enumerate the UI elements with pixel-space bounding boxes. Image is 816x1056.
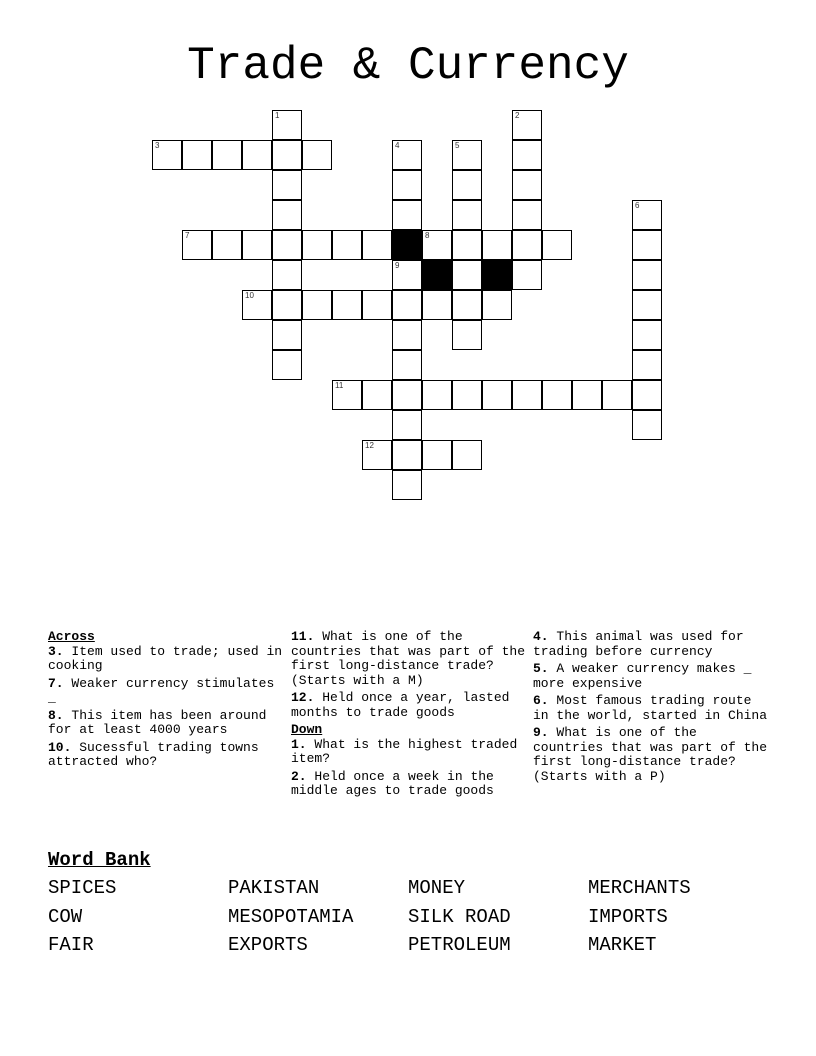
word-bank-title: Word Bank — [48, 849, 151, 871]
grid-cell[interactable] — [572, 380, 602, 410]
grid-cell[interactable] — [422, 440, 452, 470]
grid-cell[interactable] — [272, 290, 302, 320]
grid-cell[interactable] — [212, 230, 242, 260]
clue-text: Sucessful trading towns attracted who? — [48, 739, 259, 769]
clue-text: Item used to trade; used in cooking — [48, 643, 283, 673]
cell-number: 11 — [335, 381, 344, 390]
black-cell — [482, 260, 512, 290]
clue-text: This item has been around for at least 4000 years — [48, 707, 267, 737]
cell-number: 8 — [425, 231, 430, 240]
grid-cell[interactable] — [632, 260, 662, 290]
clue-text: What is the highest traded item? — [291, 736, 518, 766]
grid-cell[interactable] — [392, 470, 422, 500]
grid-cell[interactable] — [512, 230, 542, 260]
black-cell — [422, 260, 452, 290]
grid-cell[interactable] — [392, 410, 422, 440]
grid-cell[interactable] — [452, 260, 482, 290]
grid-cell[interactable] — [452, 170, 482, 200]
clue-across-11 — [291, 630, 531, 688]
black-cell — [392, 230, 422, 260]
grid-cell[interactable] — [512, 260, 542, 290]
grid-cell[interactable] — [632, 410, 662, 440]
grid-cell[interactable] — [272, 200, 302, 230]
grid-cell[interactable] — [152, 140, 182, 170]
grid-cell[interactable] — [392, 140, 422, 170]
grid-cell[interactable] — [392, 260, 422, 290]
grid-cell[interactable] — [482, 290, 512, 320]
grid-cell[interactable] — [392, 320, 422, 350]
clue-number: 7. — [48, 675, 64, 691]
grid-cell[interactable] — [242, 230, 272, 260]
grid-cell[interactable] — [452, 440, 482, 470]
grid-cell[interactable] — [482, 380, 512, 410]
cell-number: 10 — [245, 291, 254, 300]
clue-text: What is one of the countries that was part of the first long-distance trade? (Starts with a M) — [291, 629, 526, 688]
grid-cell[interactable] — [542, 380, 572, 410]
cell-number: 2 — [515, 111, 520, 120]
clue-number: 4. — [533, 629, 549, 644]
grid-cell[interactable] — [302, 290, 332, 320]
grid-cell[interactable] — [272, 230, 302, 260]
clue-number: 9. — [533, 725, 549, 740]
grid-cell[interactable] — [632, 320, 662, 350]
grid-cell[interactable] — [212, 140, 242, 170]
grid-cell[interactable] — [452, 230, 482, 260]
grid-cell[interactable] — [242, 140, 272, 170]
down-heading: Down — [291, 722, 323, 737]
clue-number: 5. — [533, 661, 549, 676]
grid-cell[interactable] — [392, 380, 422, 410]
cell-number: 9 — [395, 261, 400, 270]
clue-down-5 — [533, 662, 773, 691]
clue-text: A weaker currency makes _ more expensive — [533, 661, 752, 691]
grid-cell[interactable] — [362, 230, 392, 260]
clue-down-9 — [533, 726, 773, 784]
clue-number: 10. — [48, 739, 72, 755]
word-bank-item: EXPORTS — [228, 934, 308, 956]
grid-cell[interactable] — [272, 110, 302, 140]
word-bank-item: COW — [48, 906, 83, 928]
cell-number: 12 — [365, 441, 374, 450]
grid-cell[interactable] — [632, 380, 662, 410]
word-bank-item: IMPORTS — [588, 906, 668, 928]
clue-down-4 — [533, 630, 773, 659]
page-title: Trade & Currency — [187, 40, 629, 92]
clue-across-10 — [48, 741, 288, 770]
grid-cell[interactable] — [512, 380, 542, 410]
clue-text: Most famous trading route in the world, started in China — [533, 693, 768, 723]
word-bank-item: MESOPOTAMIA — [228, 906, 354, 928]
word-bank-item: SILK ROAD — [408, 906, 511, 928]
clue-text: What is one of the countries that was part of the first long-distance trade? (Starts with a P) — [533, 725, 768, 784]
clue-text: Held once a year, lasted months to trade goods — [291, 690, 510, 720]
grid-cell[interactable] — [272, 320, 302, 350]
clue-across-7 — [48, 677, 288, 706]
word-bank-item: PETROLEUM — [408, 934, 511, 956]
grid-cell[interactable] — [392, 200, 422, 230]
grid-cell[interactable] — [542, 230, 572, 260]
grid-cell[interactable] — [632, 290, 662, 320]
grid-cell[interactable] — [422, 380, 452, 410]
grid-cell[interactable] — [272, 170, 302, 200]
clue-text: Weaker currency stimulates _ — [48, 675, 275, 705]
grid-cell[interactable] — [332, 380, 362, 410]
grid-cell[interactable] — [242, 290, 272, 320]
grid-cell[interactable] — [302, 230, 332, 260]
grid-cell[interactable] — [452, 140, 482, 170]
grid-cell[interactable] — [632, 200, 662, 230]
word-bank-item: MONEY — [408, 877, 466, 899]
grid-cell[interactable] — [452, 380, 482, 410]
clue-number: 8. — [48, 707, 64, 723]
word-bank-item: MARKET — [588, 934, 657, 956]
word-bank-item: PAKISTAN — [228, 877, 320, 899]
clue-down-6 — [533, 694, 773, 723]
clue-down-1 — [291, 738, 531, 767]
clues-column-3 — [533, 630, 773, 787]
grid-cell[interactable] — [422, 230, 452, 260]
grid-cell[interactable] — [512, 170, 542, 200]
cell-number: 7 — [185, 231, 190, 240]
word-bank-item: MERCHANTS — [588, 877, 691, 899]
grid-cell[interactable] — [632, 230, 662, 260]
grid-cell[interactable] — [362, 290, 392, 320]
clue-number: 6. — [533, 693, 549, 708]
clue-text: This animal was used for trading before currency — [533, 629, 744, 659]
grid-cell[interactable] — [272, 260, 302, 290]
grid-cell[interactable] — [482, 230, 512, 260]
clue-number: 3. — [48, 643, 64, 659]
grid-cell[interactable] — [272, 140, 302, 170]
grid-cell[interactable] — [332, 290, 362, 320]
grid-cell[interactable] — [632, 350, 662, 380]
clue-number: 11. — [291, 629, 315, 644]
grid-cell[interactable] — [602, 380, 632, 410]
grid-cell[interactable] — [332, 230, 362, 260]
grid-cell[interactable] — [392, 350, 422, 380]
grid-cell[interactable] — [512, 110, 542, 140]
cell-number: 4 — [395, 141, 400, 150]
cell-number: 6 — [635, 201, 640, 210]
clue-across-3 — [48, 645, 288, 674]
clue-across-8 — [48, 709, 288, 738]
across-heading: Across — [48, 629, 95, 644]
grid-cell[interactable] — [512, 200, 542, 230]
grid-cell[interactable] — [392, 290, 422, 320]
cell-number: 1 — [275, 111, 280, 120]
word-bank-item: FAIR — [48, 934, 94, 956]
grid-cell[interactable] — [452, 200, 482, 230]
cell-number: 5 — [455, 141, 460, 150]
grid-cell[interactable] — [512, 140, 542, 170]
clue-text: Held once a week in the middle ages to trade goods — [291, 768, 494, 798]
clue-across-12 — [291, 691, 531, 720]
grid-cell[interactable] — [272, 350, 302, 380]
grid-cell[interactable] — [302, 140, 332, 170]
clue-number: 12. — [291, 690, 315, 705]
clues-column-2 — [291, 630, 531, 802]
grid-cell[interactable] — [452, 320, 482, 350]
grid-cell[interactable] — [182, 140, 212, 170]
grid-cell[interactable] — [362, 380, 392, 410]
grid-cell[interactable] — [452, 290, 482, 320]
cell-number: 3 — [155, 141, 160, 150]
clue-number: 1. — [291, 736, 307, 752]
grid-cell[interactable] — [392, 440, 422, 470]
grid-cell[interactable] — [362, 440, 392, 470]
clues-column-1 — [48, 630, 288, 773]
grid-cell[interactable] — [392, 170, 422, 200]
grid-cell[interactable] — [422, 290, 452, 320]
grid-cell[interactable] — [182, 230, 212, 260]
clue-number: 2. — [291, 768, 307, 784]
word-bank-item: SPICES — [48, 877, 117, 899]
clue-down-2 — [291, 770, 531, 799]
